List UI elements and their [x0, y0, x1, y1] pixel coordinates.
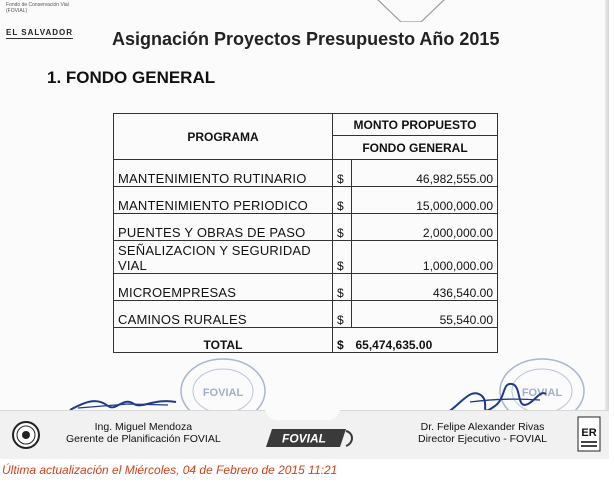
budget-table: [113, 113, 498, 353]
amount-cell: 1,000,000.00: [352, 241, 498, 274]
total-label: TOTAL: [114, 328, 333, 353]
total-row: [114, 328, 498, 353]
stamp-text: FOVIAL: [202, 387, 244, 399]
section-title: 1. FONDO GENERAL: [47, 68, 216, 87]
column-header-program: PROGRAMA: [114, 114, 333, 160]
logo-country: EL SALVADOR: [6, 28, 74, 37]
amount-cell: 436,540.00: [352, 274, 498, 301]
program-cell: MANTENIMIENTO RUTINARIO: [114, 160, 333, 187]
total-currency: $: [333, 328, 352, 353]
currency-cell: $: [333, 274, 352, 301]
amount-cell: 46,982,555.00: [352, 160, 498, 187]
table-row: [114, 274, 498, 301]
badge-text: ER: [581, 427, 597, 439]
table-row: [114, 214, 498, 241]
currency-cell: $: [333, 187, 352, 214]
signer-name: Dr. Felipe Alexander Rivas: [420, 421, 545, 433]
program-cell: PUENTES Y OBRAS DE PASO: [114, 214, 333, 241]
signer-role: Director Ejecutivo - FOVIAL: [418, 433, 547, 445]
program-cell: CAMINOS RURALES: [114, 301, 333, 328]
table-row: [114, 187, 498, 214]
fovial-logo-text: FOVIAL: [282, 431, 326, 446]
table-row: [114, 301, 498, 328]
signature-block-left: [66, 421, 221, 445]
program-cell: MICROEMPRESAS: [114, 274, 333, 301]
logo-small-text: Fondo de Conservación Vial (FOVIAL): [6, 2, 69, 14]
table-row: [114, 241, 498, 274]
total-amount: 65,474,635.00: [352, 328, 498, 353]
column-header-amount-group: MONTO PROPUESTO: [333, 114, 498, 136]
table-header-row: [114, 114, 498, 136]
seal-icon: [11, 420, 41, 450]
signature-block-right: [418, 421, 547, 445]
currency-cell: $: [333, 241, 352, 274]
table-row: [114, 160, 498, 187]
fovial-logo: [266, 427, 356, 449]
program-cell: SEÑALIZACION Y SEGURIDAD VIAL: [114, 241, 333, 274]
column-header-amount-sub: FONDO GENERAL: [333, 136, 498, 160]
amount-cell: 55,540.00: [352, 301, 498, 328]
currency-cell: $: [333, 301, 352, 328]
stamp-text: FOVIAL: [521, 387, 563, 399]
certification-badge-icon: [577, 416, 601, 452]
last-update-text: Última actualización el Miércoles, 04 de Febrero de 2015 11:21: [2, 463, 338, 477]
currency-cell: $: [333, 160, 352, 187]
amount-cell: 2,000,000.00: [352, 214, 498, 241]
footer-tab: [265, 408, 340, 420]
page-edge: [605, 0, 609, 459]
decorative-octagon: [376, 0, 446, 22]
signer-name: Ing. Miguel Mendoza: [94, 421, 193, 433]
currency-cell: $: [333, 214, 352, 241]
institution-logo: [6, 2, 86, 42]
program-cell: MANTENIMIENTO PERIODICO: [114, 187, 333, 214]
amount-cell: 15,000,000.00: [352, 187, 498, 214]
signer-role: Gerente de Planificación FOVIAL: [66, 433, 221, 445]
document-title: Asignación Proyectos Presupuesto Año 2015: [112, 29, 500, 49]
